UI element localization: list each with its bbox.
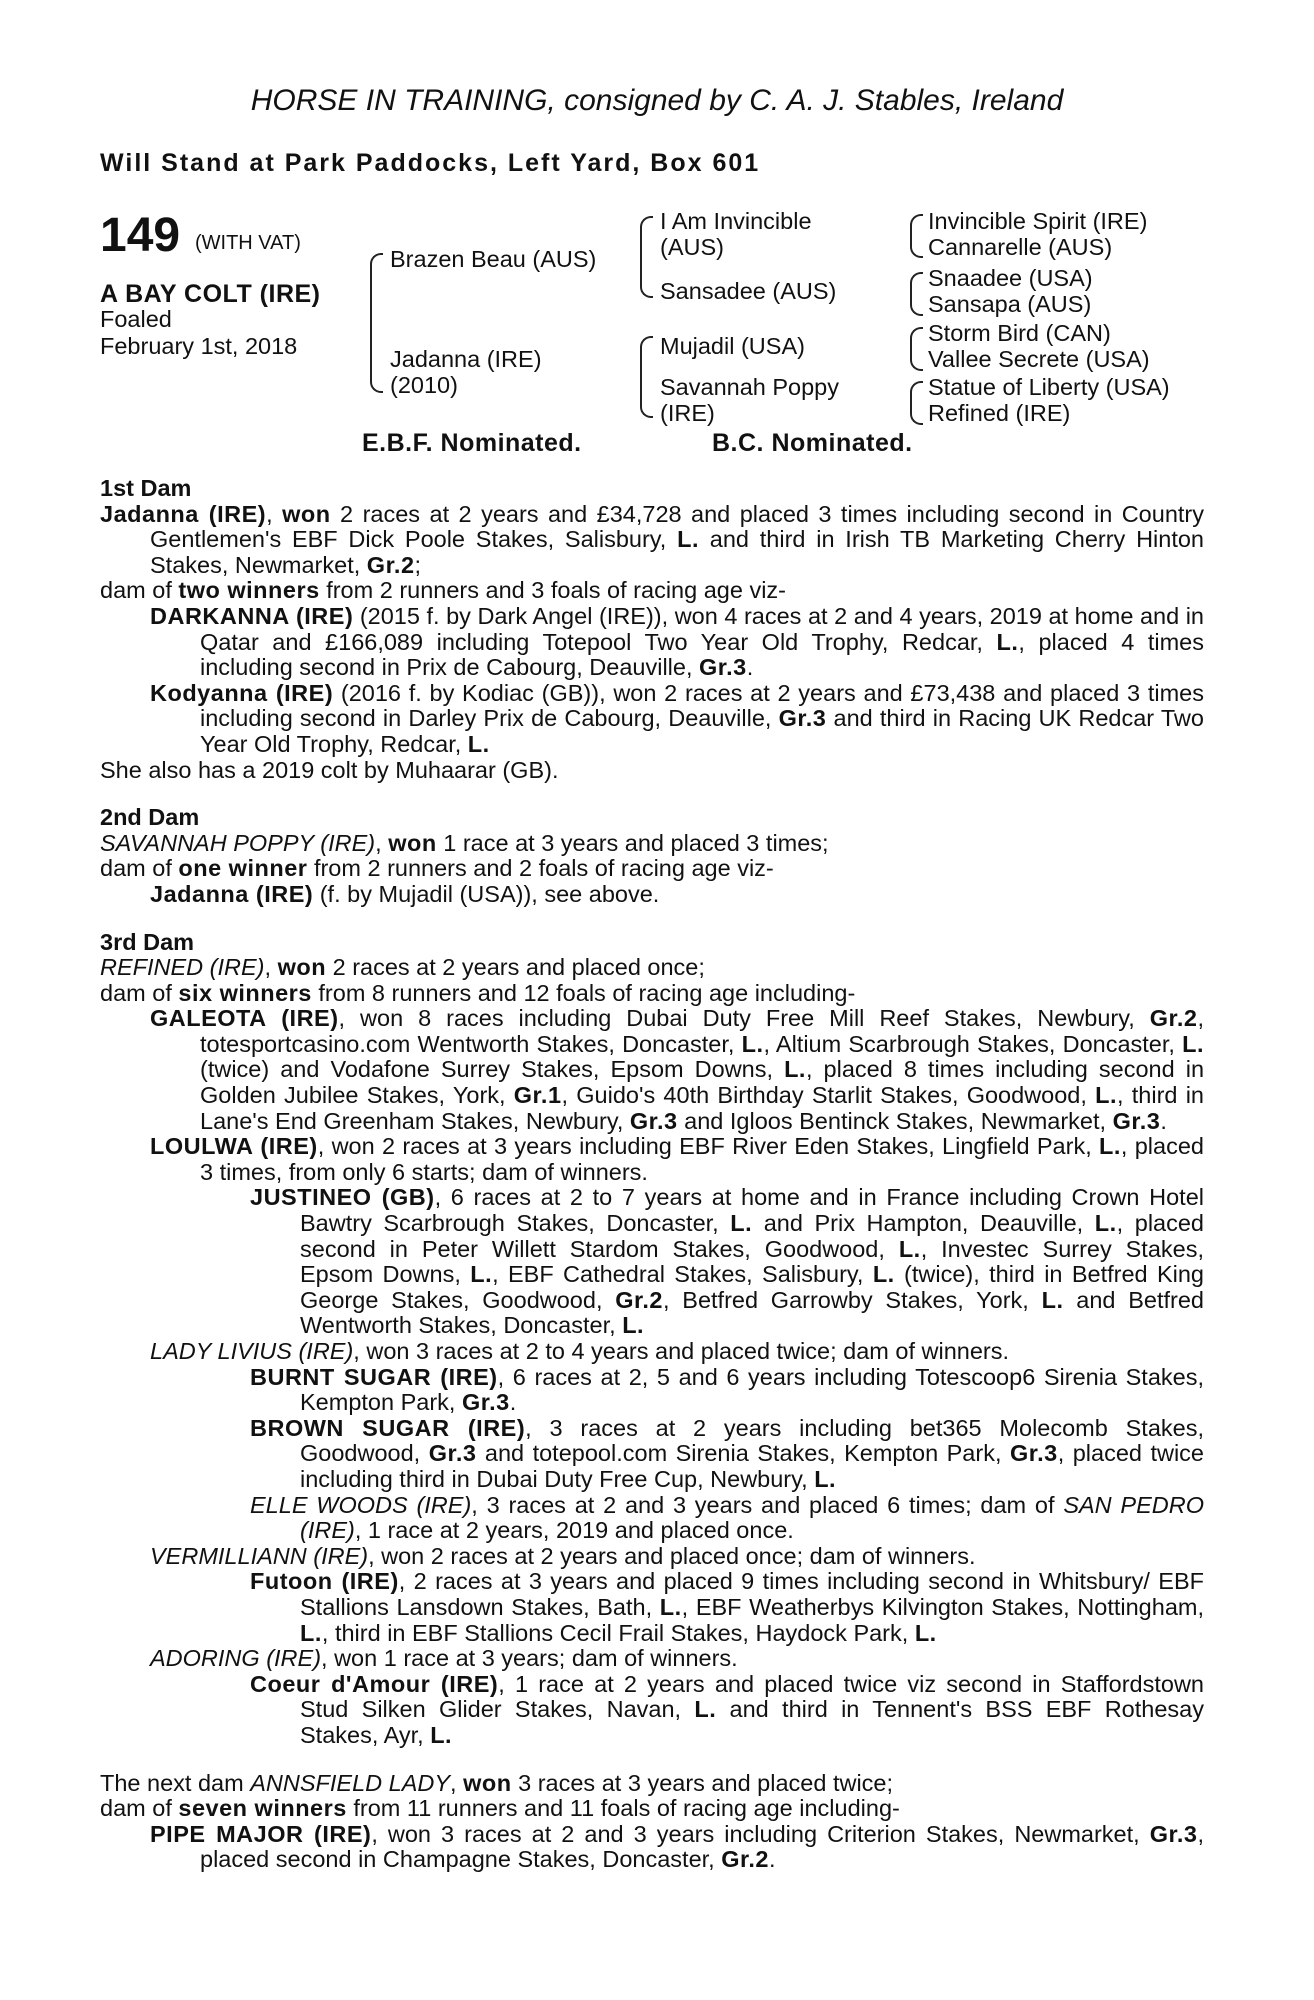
produce-entry: VERMILLIANN (IRE), won 2 races at 2 years and placed once; dam of winners. (150, 1542, 976, 1569)
produce-entry: Jadanna (IRE) (f. by Mujadil (USA)), see above. (150, 880, 660, 907)
ebf-nominated: E.B.F. Nominated. (362, 429, 582, 457)
dam-entry: The next dam ANNSFIELD LADY, won 3 races at 3 years and placed twice; (100, 1769, 894, 1796)
foaled-label: Foaled (100, 306, 172, 332)
dam-produce-summary: dam of one winner from 2 runners and 2 foals of racing age viz- (100, 855, 774, 882)
pedigree-brace-sd (910, 272, 923, 316)
pedigree-sire-dam: Sansadee (AUS) (660, 278, 837, 304)
section-second-dam: 2nd Dam (100, 804, 200, 831)
section-first-dam: 1st Dam (100, 475, 192, 501)
produce-entry: Futoon (IRE), 2 races at 3 years and placed 9 times including second in Whitsbury/ EBF Stallions Lansdown Stakes, Bath, L., EBF Weatherbys Kilvington Stakes, Nottingham, L., third in EBF Stallions Cecil Frail Stakes, Haydock Park, L. (250, 1568, 1204, 1646)
pedigree-brace-sire (640, 216, 653, 298)
produce-entry: LADY LIVIUS (IRE), won 3 races at 2 to 4 years and placed twice; dam of winners. (150, 1338, 1010, 1364)
pedigree-sire: Brazen Beau (AUS) (390, 246, 597, 272)
produce-entry: Kodyanna (IRE) (2016 f. by Kodiac (GB)), won 2 races at 2 years and £73,438 and placed 3 times including second in Darley Prix de Cabourg, Deauville, Gr.3 and third in Racing UK Redcar Two Year Old Trophy, Redcar, L. (150, 679, 1204, 757)
pedigree-dam-year: (2010) (390, 372, 458, 398)
bc-nominated: B.C. Nominated. (712, 429, 913, 457)
pedigree-ddd: Refined (IRE) (928, 400, 1071, 426)
lot-number: 149 (100, 209, 181, 262)
vat-note: (WITH VAT) (195, 232, 301, 254)
produce-entry: GALEOTA (IRE), won 8 races including Dubai Duty Free Mill Reef Stakes, Newbury, Gr.2, totesportcasino.com Wentworth Stakes, Doncaster, L., Altium Scarbrough Stakes, Doncaster, L. (twice) and Vodafone Surrey Stakes, Epsom Downs, L., placed 8 times including second in Golden Jubilee Stakes, York, Gr.1, Guido's 40th Birthday Starlit Stakes, Goodwood, L., third in Lane's End Greenham Stakes, Newbury, Gr.3 and Igloos Bentinck Stakes, Newmarket, Gr.3. (150, 1005, 1205, 1134)
pedigree-dds: Statue of Liberty (USA) (928, 374, 1170, 400)
dam-produce-summary: dam of seven winners from 11 runners and 11 foals of racing age including- (100, 1795, 900, 1822)
dam-entry: SAVANNAH POPPY (IRE), won 1 race at 3 years and placed 3 times; (100, 829, 829, 856)
foaled-date: February 1st, 2018 (100, 333, 298, 359)
page-title: HORSE IN TRAINING, consigned by C. A. J. Stables, Ireland (250, 84, 1064, 117)
pedigree-brace-main (370, 253, 383, 393)
stand-location: Will Stand at Park Paddocks, Left Yard, Box 601 (100, 149, 761, 177)
pedigree-brace-ds (910, 327, 923, 371)
pedigree-sire-sire: I Am Invincible (660, 208, 812, 234)
pedigree-sdd: Sansapa (AUS) (928, 291, 1092, 317)
produce-entry: PIPE MAJOR (IRE), won 3 races at 2 and 3 years including Criterion Stakes, Newmarket, Gr.3, placed second in Champagne Stakes, Doncaster, Gr.2. (150, 1820, 1204, 1873)
catalogue-body (100, 476, 1204, 1873)
produce-entry: ELLE WOODS (IRE), 3 races at 2 and 3 years and placed 6 times; dam of SAN PEDRO (IRE), 1 race at 2 years, 2019 and placed once. (250, 1491, 1204, 1544)
produce-entry: BURNT SUGAR (IRE), 6 races at 2, 5 and 6 years including Totescoop6 Sirenia Stakes, Kempton Park, Gr.3. (250, 1363, 1204, 1416)
pedigree-dss: Storm Bird (CAN) (928, 320, 1111, 346)
pedigree-brace-dam (640, 336, 653, 418)
pedigree-sire-sire-country: (AUS) (660, 234, 724, 260)
pedigree-dam: Jadanna (IRE) (390, 346, 542, 372)
produce-entry: JUSTINEO (GB), 6 races at 2 to 7 years at home and in France including Crown Hotel Bawtry Scarbrough Stakes, Doncaster, L. and Prix Hampton, Deauville, L., placed second in Peter Willett Stardom Stakes, Goodwood, L., Investec Surrey Stakes, Epsom Downs, L., EBF Cathedral Stakes, Salisbury, L. (twice), third in Betfred King George Stakes, Goodwood, Gr.2, Betfred Garrowby Stakes, York, L. and Betfred Wentworth Stakes, Doncaster, L. (250, 1184, 1204, 1339)
pedigree-dam-sire: Mujadil (USA) (660, 333, 805, 359)
produce-entry: ADORING (IRE), won 1 race at 3 years; dam of winners. (150, 1645, 738, 1672)
pedigree-dsd: Vallee Secrete (USA) (928, 346, 1150, 372)
pedigree-brace-dd (910, 381, 923, 425)
pedigree-dam-dam-country: (IRE) (660, 400, 715, 426)
pedigree-sds: Snaadee (USA) (928, 265, 1093, 291)
pedigree-brace-ss (910, 214, 923, 258)
dam-produce-summary: dam of two winners from 2 runners and 3 foals of racing age viz- (100, 577, 786, 604)
dam-entry: REFINED (IRE), won 2 races at 2 years and placed once; (100, 954, 705, 981)
dam-entry: Jadanna (IRE), won 2 races at 2 years and £34,728 and placed 3 times including second in Country Gentlemen's EBF Dick Poole Stakes, Salisbury, L. and third in Irish TB Marketing Cherry Hinton Stakes, Newmarket, Gr.2; (100, 500, 1205, 578)
pedigree-dam-dam: Savannah Poppy (660, 374, 840, 400)
produce-entry: BROWN SUGAR (IRE), 3 races at 2 years including bet365 Molecomb Stakes, Goodwood, Gr.3 and totepool.com Sirenia Stakes, Kempton Park, Gr.3, placed twice including third in Dubai Duty Free Cup, Newbury, L. (250, 1414, 1204, 1492)
dam-produce-summary: dam of six winners from 8 runners and 12 foals of racing age including- (100, 979, 856, 1006)
section-third-dam: 3rd Dam (100, 928, 195, 955)
produce-entry: LOULWA (IRE), won 2 races at 3 years including EBF River Eden Stakes, Lingfield Park, L., placed 3 times, from only 6 starts; dam of winners. (150, 1133, 1204, 1185)
produce-entry: DARKANNA (IRE) (2015 f. by Dark Angel (IRE)), won 4 races at 2 and 4 years, 2019 at home and in Qatar and £166,089 including Totepool Two Year Old Trophy, Redcar, L., placed 4 times including second in Prix de Cabourg, Deauville, Gr.3. (150, 602, 1204, 681)
produce-entry: Coeur d'Amour (IRE), 1 race at 2 years and placed twice viz second in Staffordstown Stud Silken Glider Stakes, Navan, L. and third in Tennent's BSS EBF Rothesay Stakes, Ayr, L. (250, 1670, 1204, 1748)
horse-description: A BAY COLT (IRE) (100, 280, 321, 308)
produce-note: She also has a 2019 colt by Muhaarar (GB). (100, 756, 559, 783)
pedigree-sss: Invincible Spirit (IRE) (928, 208, 1148, 234)
pedigree-ssd: Cannarelle (AUS) (928, 234, 1113, 260)
